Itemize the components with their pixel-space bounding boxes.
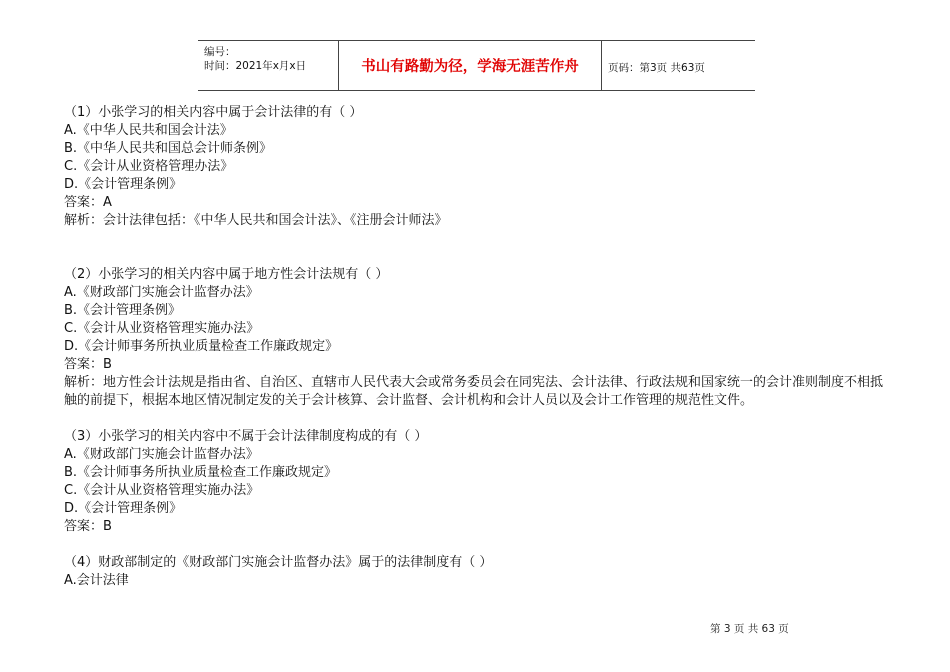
number-label: 编号：	[204, 46, 236, 58]
answer: 答案：B	[64, 519, 112, 534]
analysis: 解析：地方性会计法规是指由省、自治区、直辖市人民代表大会或常务委员会在同宪法、会计法律、行政法规和国家统一的会计准则制度不相抵触的前提下，根据本地区情况制定发的关于会计核算、会计监督、会计机构和会计人员以及会计工作管理的规范性文件。	[64, 375, 884, 408]
question-title: （4）财政部制定的《财政部门实施会计监督办法》属于的法律制度有（ ）	[64, 555, 493, 570]
page-footer: 第 3 页 共 63 页	[710, 623, 789, 635]
option: D.《会计管理条例》	[64, 177, 183, 192]
option: B.《会计师事务所执业质量检查工作廉政规定》	[64, 465, 338, 480]
question-title: （2）小张学习的相关内容中属于地方性会计法规有（ ）	[64, 267, 389, 282]
time-label: 时间：2021年x月x日	[204, 60, 307, 72]
option: A.《财政部门实施会计监督办法》	[64, 285, 259, 300]
option: A.会计法律	[64, 573, 129, 588]
option: D.《会计管理条例》	[64, 501, 183, 516]
header-meta-cell	[198, 41, 338, 90]
answer: 答案：B	[64, 357, 112, 372]
option: D.《会计师事务所执业质量检查工作廉政规定》	[64, 339, 339, 354]
option: A.《财政部门实施会计监督办法》	[64, 447, 259, 462]
page-header	[198, 40, 755, 91]
option: B.《会计管理条例》	[64, 303, 182, 318]
option: B.《中华人民共和国总会计师条例》	[64, 141, 273, 156]
question-title: （3）小张学习的相关内容中不属于会计法律制度构成的有（ ）	[64, 429, 428, 444]
document-body	[64, 104, 894, 590]
option: C.《会计从业资格管理办法》	[64, 159, 234, 174]
analysis: 解析：会计法律包括：《中华人民共和国会计法》、《注册会计师法》	[64, 213, 448, 228]
header-motto: 书山有路勤为径，学海无涯苦作舟	[338, 41, 602, 90]
question-title: （1）小张学习的相关内容中属于会计法律的有（ ）	[64, 105, 363, 120]
option: A.《中华人民共和国会计法》	[64, 123, 233, 138]
header-page-code: 页码：第3页 共63页	[608, 62, 705, 74]
option: C.《会计从业资格管理实施办法》	[64, 483, 260, 498]
option: C.《会计从业资格管理实施办法》	[64, 321, 260, 336]
answer: 答案：A	[64, 195, 112, 210]
